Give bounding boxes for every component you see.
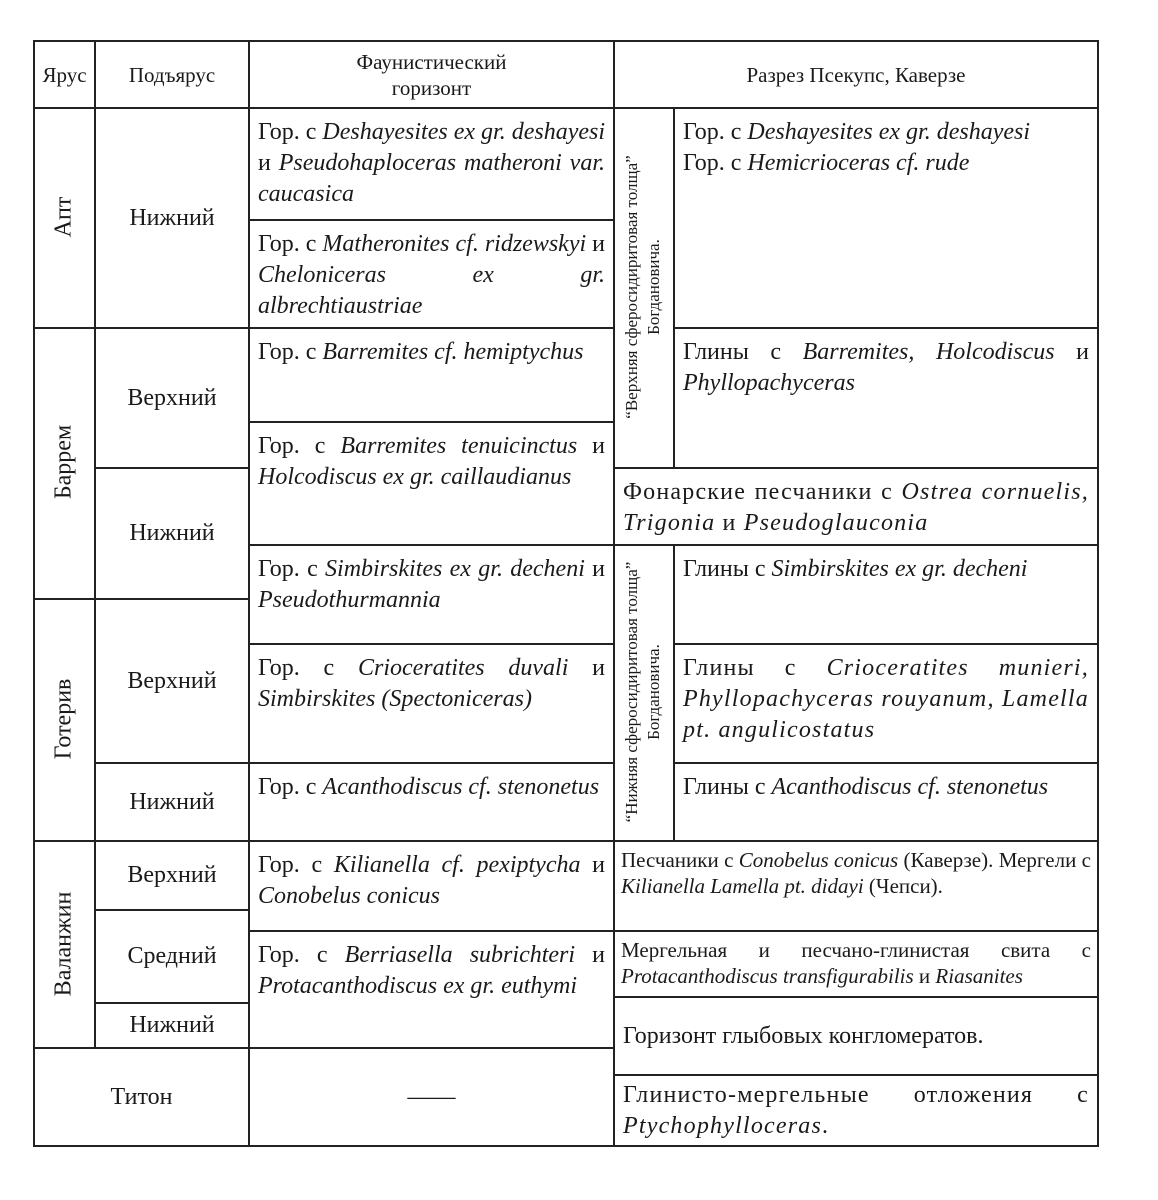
faunal-horizon: Гор. с Barremites cf. hemiptychus xyxy=(258,339,584,365)
stage-goteriv: Готерив xyxy=(50,678,77,760)
stage-titon: Титон xyxy=(110,1083,173,1110)
substage-barrem-upper: Верхний xyxy=(127,384,217,411)
substage-valanzhin-middle: Средний xyxy=(127,943,217,969)
rule xyxy=(1097,40,1099,1147)
substage-goteriv-upper: Верхний xyxy=(127,667,217,694)
faunal-horizon: Гор. с Acanthodiscus cf. stenonetus xyxy=(258,774,600,800)
section-entry: Глины с Barremites, Holcodiscus и Phyllopachyceras xyxy=(683,339,1089,396)
substage-barrem-lower: Нижний xyxy=(129,520,215,546)
section-entry: Мергельная и песчано-глинистая свита с Protacanthodiscus transfigurabilis и Riasanites xyxy=(621,938,1091,988)
rule xyxy=(33,1145,1099,1147)
lower-sferosiderite-label: “Нижняя сферосидиритовая толща” Богдановича. xyxy=(622,561,663,823)
section-entry: Песчаники с Conobelus conicus (Каверзе). Мергели с Kilianella Lamella pt. didayi (Чепси). xyxy=(621,848,1092,898)
rule xyxy=(33,40,35,1147)
header-faunal-horizon xyxy=(250,42,613,107)
stage-valanzhin: Валанжин xyxy=(50,891,77,997)
upper-sferosiderite-label: “Верхняя сферосидиритовая толща” Богдановича. xyxy=(622,155,663,419)
section-entry: Глинисто-мергельные отложения с Ptychophylloceras. xyxy=(623,1082,1089,1139)
header-faunal-line1: Фаунистический xyxy=(356,49,507,74)
faunal-horizon-none: —— xyxy=(407,1083,456,1110)
faunal-horizon: Гор. с Deshayesites ex gr. deshayesi и Pseudohaploceras matheroni var. caucasica xyxy=(258,119,606,207)
faunal-horizon: Гор. с Simbirskites ex gr. decheni и Pseudothurmannia xyxy=(258,556,606,613)
section-entry: Глины с Simbirskites ex gr. decheni xyxy=(683,556,1028,582)
faunal-horizon: Гор. с Crioceratites duvali и Simbirskites (Spectoniceras) xyxy=(258,655,606,712)
faunal-horizon: Гор. с Berriasella subrichteri и Protacanthodiscus ex gr. euthymi xyxy=(258,942,605,999)
substage-valanzhin-lower: Нижний xyxy=(129,1012,215,1038)
section-entry: Гор. с Deshayesites ex gr. deshayesi Гор. с Hemicrioceras cf. rude xyxy=(683,119,1031,176)
substage-valanzhin-upper: Верхний xyxy=(127,862,217,888)
stage-barrem: Баррем xyxy=(50,424,77,500)
substage-goteriv-lower: Нижний xyxy=(129,788,215,815)
substage-apt-lower: Нижний xyxy=(129,204,215,231)
section-entry: Фонарские песчаники с Ostrea cornuelis, Trigonia и Pseudoglauconia xyxy=(623,479,1089,536)
faunal-horizon: Гор. с Kilianella cf. pexiptycha и Conobelus conicus xyxy=(258,852,606,909)
header-substage: Подъярус xyxy=(128,62,216,87)
section-entry: Глины с Acanthodiscus cf. stenonetus xyxy=(683,774,1049,800)
header-section: Разрез Псекупс, Каверзе xyxy=(746,62,966,87)
section-entry: Горизонт глыбовых конгломератов. xyxy=(623,1022,984,1049)
faunal-horizon: Гор. с Matheronites cf. ridzewskyi и Cheloniceras ex gr. albrechtiaustriae xyxy=(258,231,605,319)
section-entry: Глины с Crioceratites munieri, Phyllopachyceras rouyanum, Lamella pt. angulicostatus xyxy=(683,655,1089,743)
header-stage: Ярус xyxy=(42,62,87,87)
header-faunal-line2: горизонт xyxy=(391,75,472,100)
faunal-horizon: Гор. с Barremites tenuicinctus и Holcodiscus ex gr. caillaudianus xyxy=(258,433,605,490)
stage-apt: Апт xyxy=(50,196,77,238)
